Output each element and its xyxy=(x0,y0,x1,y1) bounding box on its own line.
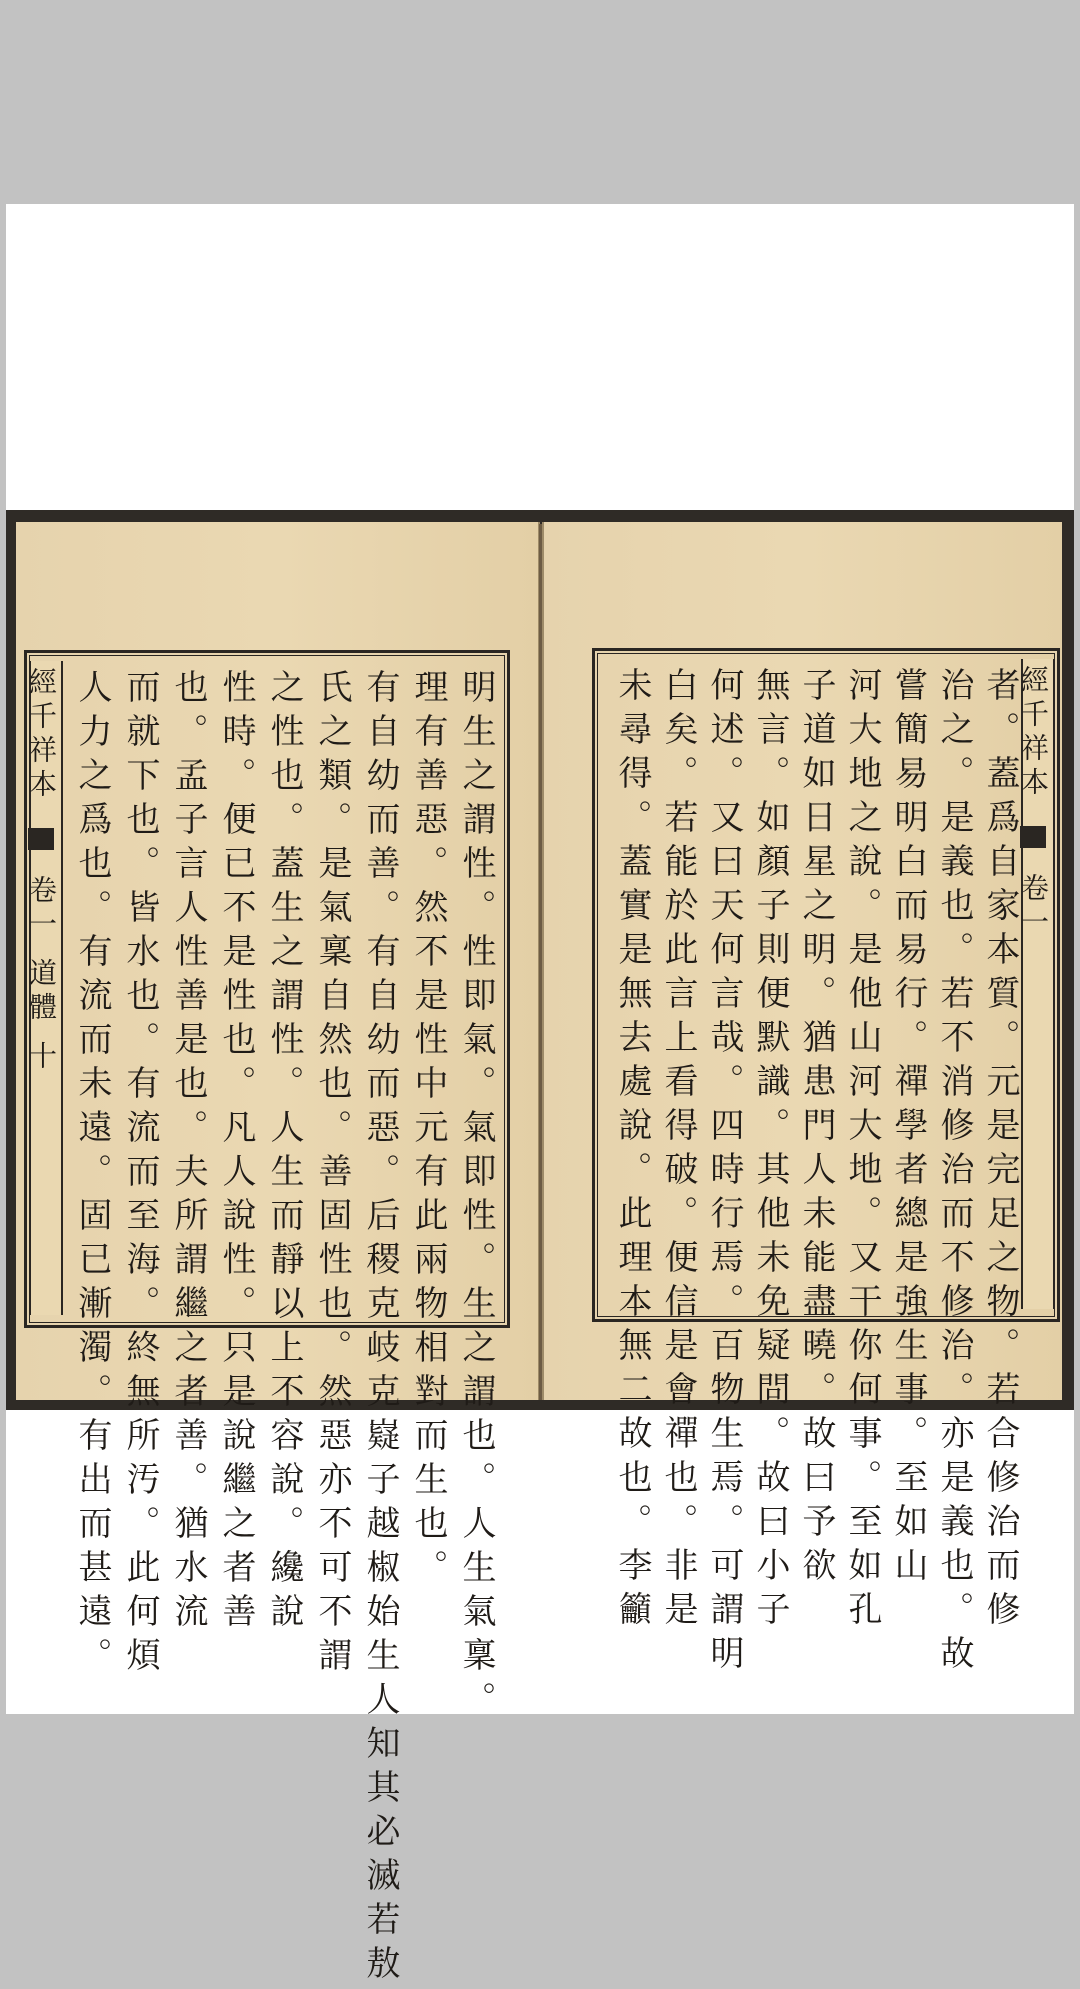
left-page-margin xyxy=(25,661,63,1315)
left-column-2: 理有善惡。然不是性中元有此兩物相對而生也。 xyxy=(408,669,448,1593)
right-column-8: 白矣。若能於此言上看得破。便信是會禪也。非是 xyxy=(658,667,698,1635)
right-column-6: 無言。如顏子則便默識。其他未免疑問。故曰小子 xyxy=(750,667,790,1635)
left-column-9: 人力之爲也。有流而未遠。固已漸濁。有出而甚遠。 xyxy=(72,669,112,1681)
right-column-3: 嘗簡易明白而易行。禪學者總是強生事。至如山 xyxy=(888,667,928,1591)
left-text-frame xyxy=(24,650,510,1989)
right-column-2: 治之。是義也。若不消修治而不修治。亦是義也。故 xyxy=(934,667,974,1679)
left-column-7: 也。孟子言人性善是也。夫所謂繼之者善。猶水流 xyxy=(168,669,208,1637)
left-column-6: 性時。便已不是性也。凡人說性。只是說繼之者善 xyxy=(216,669,256,1637)
left-column-3: 有自幼而善。有自幼而惡。后稷克岐克嶷子越椒始生人知其必滅若敖 xyxy=(360,669,400,1989)
left-margin-section: 道體 xyxy=(25,957,58,1026)
right-margin-label: 經千祥本 xyxy=(1017,665,1050,801)
left-column-4: 氏之類。是氣稟自然也。善固性也。然惡亦不可不謂 xyxy=(312,669,352,1681)
left-page xyxy=(16,522,540,1989)
fish-tail-icon xyxy=(28,828,54,850)
right-column-5: 子道如日星之明。猶患門人未能盡曉。故曰予欲 xyxy=(796,667,836,1591)
left-column-8: 而就下也。皆水也。有流而至海。終無所汚。此何煩 xyxy=(120,669,160,1681)
right-column-9: 未尋得。蓋實是無去處說。此理本無二故也。李籲 xyxy=(612,667,652,1635)
right-column-1: 者。蓋爲自家本質。元是完足之物。若合修治而修 xyxy=(980,667,1020,1635)
right-page xyxy=(542,522,1062,1679)
left-column-5: 之性也。蓋生之謂性。人生而靜以上不容說。纔說 xyxy=(264,669,304,1637)
fish-tail-icon xyxy=(1020,826,1046,848)
right-column-4: 河大地之說。是他山河大地。又干你何事。至如孔 xyxy=(842,667,882,1635)
right-column-7: 何述。又曰天何言哉。四時行焉。百物生焉。可謂明 xyxy=(704,667,744,1679)
right-text-frame xyxy=(592,648,1060,1679)
left-margin-label: 經千祥本 xyxy=(25,667,58,803)
right-margin-volume: 卷一 xyxy=(1017,872,1050,941)
left-margin-page: 十 xyxy=(25,1040,58,1075)
right-page-margin xyxy=(1017,659,1055,1309)
left-margin-volume: 卷一 xyxy=(25,874,58,943)
left-column-1: 明生之謂性。性即氣。氣即性。生之謂也。人生氣稟。 xyxy=(456,669,496,1725)
